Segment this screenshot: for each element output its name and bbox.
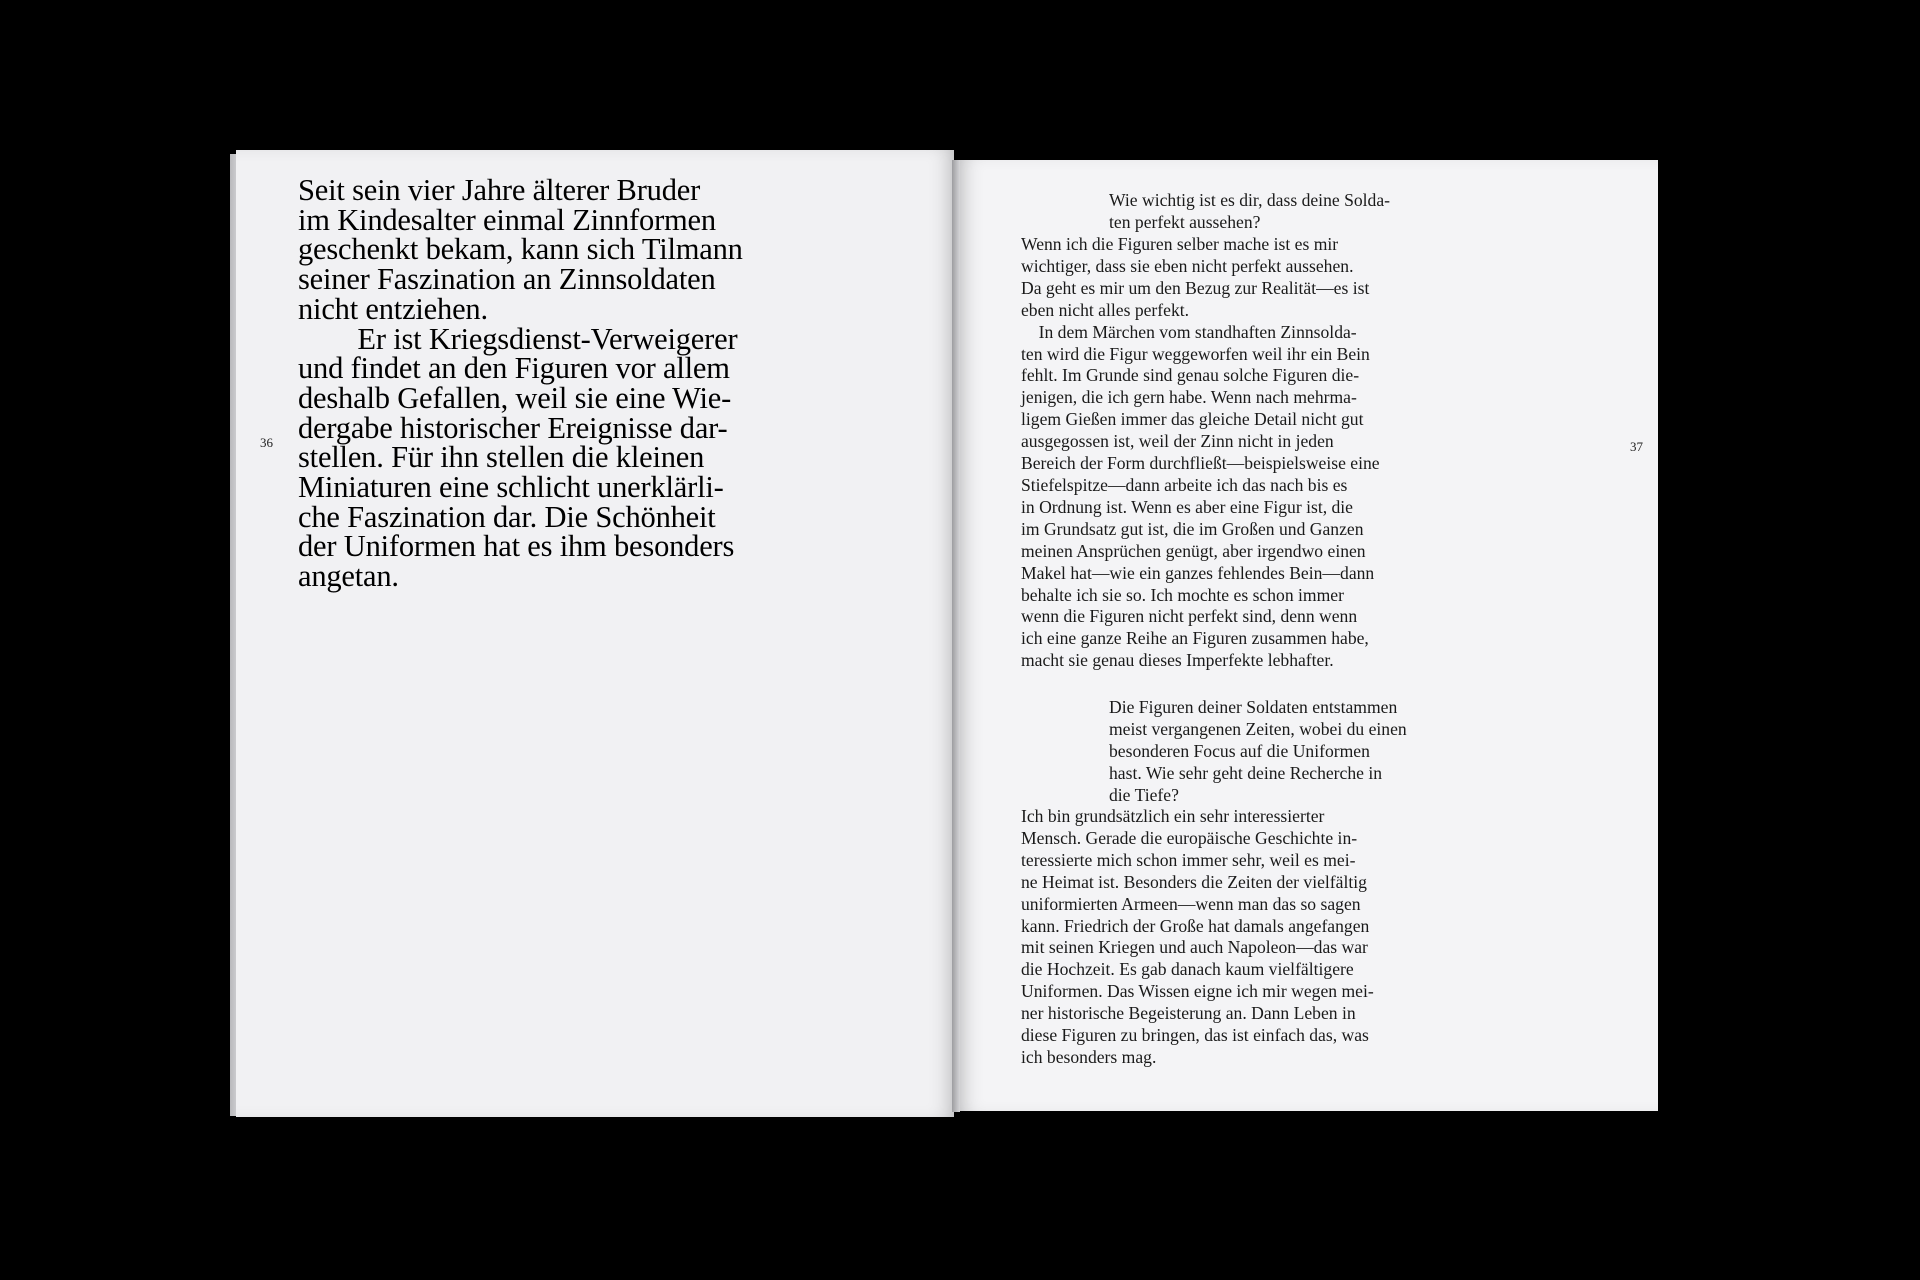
page-number-right: 37 [1630,439,1643,454]
book-gutter [952,160,960,1112]
left-page-body-text: Seit sein vier Jahre älterer Bruder im Kindesalter einmal Zinnformen geschenkt bekam, kann sich Tilmann seiner Faszination an Zinnsoldaten nicht entziehen. Er ist Kriegsdienst-Verweigerer und findet an den Figuren vor allem deshalb Gefallen, weil sie eine Wie- dergabe historischer Ereignisse dar- stellen. Für ihn stellen die kleinen Miniaturen eine schlicht unerklärli- che Faszination dar. Die Schönheit der Uniformen hat es ihm besonders angetan. [298,173,743,594]
page-number-left: 36 [260,435,273,450]
interview-question-2: Die Figuren deiner Soldaten entstammen meist vergangenen Zeiten, wobei du einen besonderen Focus auf die Uniformen hast. Wie sehr geht deine Recherche in die Tiefe? [1109,697,1407,805]
interview-answer-2: Ich bin grundsätzlich ein sehr interessierter Mensch. Gerade die europäische Geschichte in- teressierte mich schon immer sehr, weil es mei- ne Heimat ist. Besonders die Zeiten der vielfältig uniformierten Armeen—wenn man das so sagen kann. Friedrich der Große hat damals angefangen mit seinen Kriegen und auch Napoleon—das war die Hochzeit. Es gab danach kaum vielfältigere Uniformen. Das Wissen eigne ich mir wegen mei- ner historische Begeisterung an. Dann Leben in diese Figuren zu bringen, das ist einfach das, was ich besonders mag. [1021,806,1374,1067]
interview-answer-1: Wenn ich die Figuren selber mache ist es mir wichtiger, dass sie eben nicht perfekt aussehen. Da geht es mir um den Bezug zur Realität—es ist eben nicht alles perfekt. In dem Märchen vom standhaften Zinnsolda- ten wird die Figur weggeworfen weil ihr ein Bein fehlt. Im Grunde sind genau solche Figuren die- jenigen, die ich gern habe. Wenn nach mehrma- ligem Gießen immer das gleiche Detail nicht gut ausgegossen ist, weil der Zinn nicht in jeden Bereich der Form durchfließt—beispielsweise eine Stiefelspitze—dann arbeite ich das nach bis es in Ordnung ist. Wenn es aber eine Figur ist, die im Grundsatz gut ist, die im Großen und Ganzen meinen Ansprüchen genügt, aber irgendwo einen Makel hat—wie ein ganzes fehlendes Bein—dann behalte ich sie so. Ich mochte es schon immer wenn die Figuren nicht perfekt sind, denn wenn ich eine ganze Reihe an Figuren zusammen habe, macht sie genau dieses Imperfekte lebhafter. [1021,234,1380,671]
interview-question-1: Wie wichtig ist es dir, dass deine Solda- ten perfekt aussehen? [1109,190,1391,232]
